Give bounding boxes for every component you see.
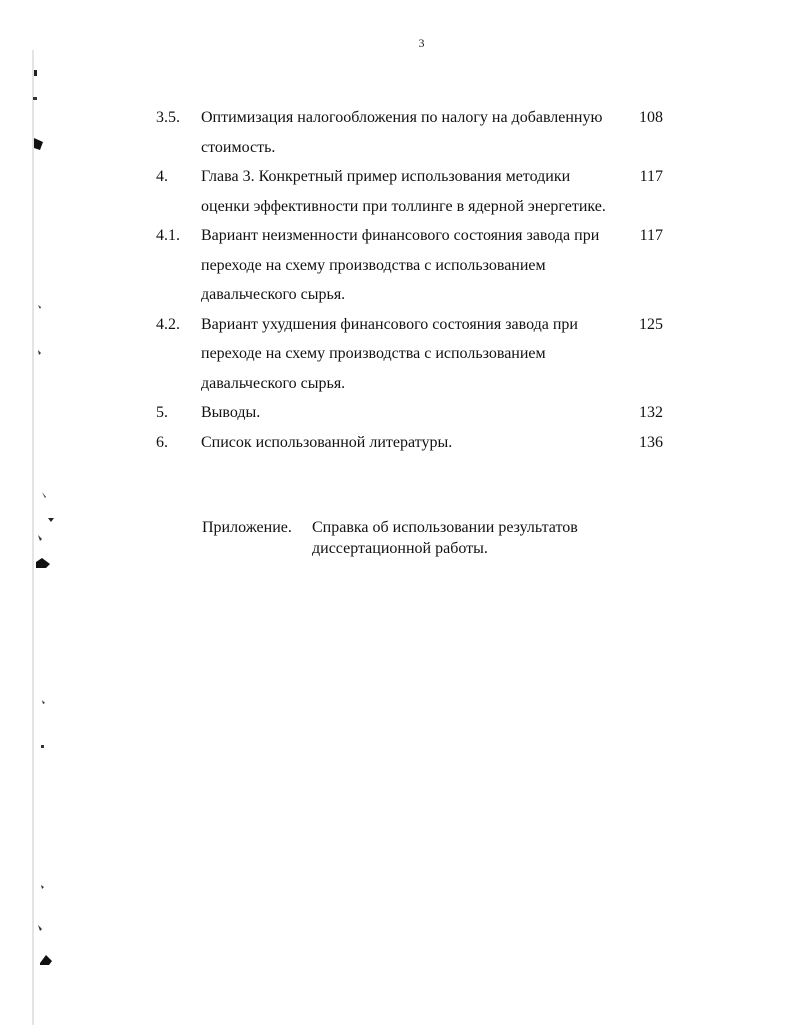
toc-entry-title: Выводы. xyxy=(201,404,261,421)
scan-speck xyxy=(38,305,41,309)
scan-speck xyxy=(34,70,37,76)
scan-speck xyxy=(38,925,42,931)
scan-blot xyxy=(40,955,52,965)
toc-entry-page: 117 xyxy=(639,227,663,244)
scan-speck xyxy=(41,885,44,889)
toc-entry-title: Глава 3. Конкретный пример использования методики оценки эффективности при толлинге в ядерной энергетике. xyxy=(201,168,606,215)
scan-speck xyxy=(42,492,46,498)
scan-speck xyxy=(33,97,37,100)
toc-entry-3-5 xyxy=(156,103,666,162)
toc-entry-number: 4.2. xyxy=(156,315,180,333)
toc-entry-page: 108 xyxy=(639,109,663,126)
toc-entry-number: 3.5. xyxy=(156,109,180,126)
scan-speck xyxy=(38,535,42,541)
appendix-note xyxy=(202,517,642,559)
scan-speck xyxy=(38,350,41,355)
toc-entry-page: 136 xyxy=(639,433,663,451)
scan-speck xyxy=(48,518,54,522)
toc-entry-page: 117 xyxy=(639,168,663,185)
toc-entry-4-1 xyxy=(156,221,666,310)
toc-entry-4 xyxy=(156,162,666,221)
scan-speck xyxy=(41,745,44,748)
toc-entry-5 xyxy=(156,398,666,428)
appendix-text: Справка об использовании результатов диссертационной работы. xyxy=(312,519,578,557)
toc-entry-4-2 xyxy=(156,310,666,399)
page-number: 3 xyxy=(418,36,425,50)
toc-entry-title: Оптимизация налогообложения по налогу на добавленную стоимость. xyxy=(201,109,603,156)
scan-blot xyxy=(34,138,43,150)
scan-margin-artifacts xyxy=(0,0,80,1025)
toc-entry-page: 125 xyxy=(639,315,663,333)
scan-speck xyxy=(42,700,45,704)
scan-blot xyxy=(36,558,50,568)
table-of-contents xyxy=(156,103,666,457)
toc-entry-number: 6. xyxy=(156,433,168,451)
toc-entry-6 xyxy=(156,428,666,458)
toc-entry-title: Список использованной литературы. xyxy=(201,433,453,451)
toc-entry-number: 4. xyxy=(156,168,168,185)
toc-entry-number: 5. xyxy=(156,404,168,421)
toc-entry-number: 4.1. xyxy=(156,227,180,244)
toc-entry-page: 132 xyxy=(639,404,663,421)
toc-entry-title: Вариант неизменности финансового состояния завода при переходе на схему производства с использованием давальческого сырья. xyxy=(201,227,600,303)
appendix-label: Приложение. xyxy=(202,519,292,536)
toc-entry-title: Вариант ухудшения финансового состояния завода при переходе на схему производства с использованием давальческого сырья. xyxy=(201,315,578,392)
